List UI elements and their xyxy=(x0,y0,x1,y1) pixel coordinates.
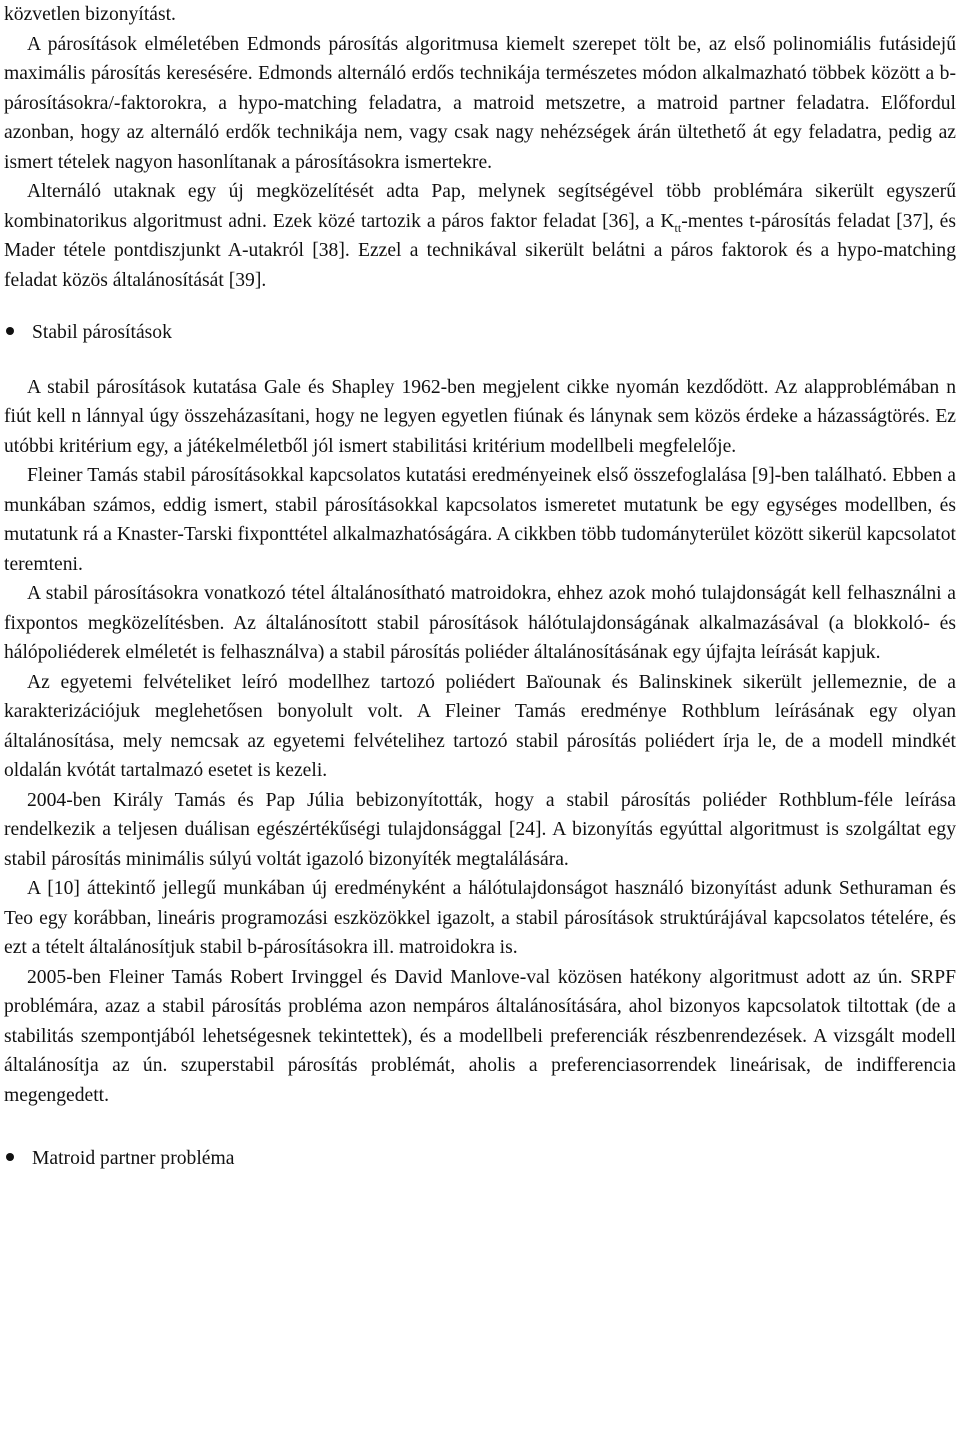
paragraph-edmonds: A párosítások elméletében Edmonds párosítás algoritmusa kiemelt szerepet tölt be, az első polinomiális futásidejű maximális párosítás keresésére. Edmonds alternáló erdős technikája természetes módon alkalmazható többek között a b-párosításokra/-faktorokra, a hypo-matching feladatra, a matroid metszetre, a matroid partner feladatra. Előfordul azonban, hogy az alternáló erdők technikája nem, vagy csak nagy nehézségek árán ültethető át egy feladatra, pedig az ismert tételek nagyon hasonlítanak a párosításokra ismertekre. xyxy=(4,33,956,173)
paragraph-stable-6: A [10] áttekintő jellegű munkában új eredményként a hálótulajdonságot használó bizonyítást adunk Sethuraman és Teo egy korábban, lineáris programozási eszközökkel igazolt, a stabil párosítások struktúrájával kapcsolatos tételére, és ezt a tételt általánosítjuk stabil b-párosításokra ill. matroidokra is. xyxy=(4,878,956,958)
paragraph-alternating-paths xyxy=(4,177,956,295)
section-heading-text: Stabil párosítások xyxy=(32,322,172,343)
section-heading-stable-matchings xyxy=(4,318,956,348)
paragraph-stable-3: A stabil párosításokra vonatkozó tétel általánosítható matroidokra, ehhez azok mohó tulajdonságát kell felhasználni a fixpontos megközelítésben. Az általánosított stabil párosítások hálótulajdonságának alkalmazásával (a blokkoló- és hálópoliéderek elméletét is felhasználva) a stabil párosítás poliéder általánosításának egy újfajta leírását kapjuk. xyxy=(4,583,956,663)
document-page xyxy=(4,0,956,1174)
section-heading-text: Matroid partner probléma xyxy=(32,1148,235,1169)
paragraph-continuation: közvetlen bizonyítást. xyxy=(4,4,176,25)
paragraph-stable-1: A stabil párosítások kutatása Gale és Shapley 1962-ben megjelent cikke nyomán kezdődött. Az alapproblémában n fiút kell n lánnyal úgy összeházasítani, hogy ne legyen egyetlen fiúnak és lánynak sem közös érdeke a házasságtörés. Ez utóbbi kritérium egy, a játékelméletből jól ismert stabilitási kritérium modellbeli megfelelője. xyxy=(4,376,956,457)
subscript-tt: tt xyxy=(674,220,682,235)
paragraph-alternating-paths-text-2: -mentes t-párosítás feladat [37], és Mader tétele pontdiszjunkt A-utakról [38]. Ezzel a technikával sikerült belátni a páros faktorok és a hypo-matching feladat közös általánosítását [39]. xyxy=(4,210,957,291)
paragraph-stable-4: Az egyetemi felvételiket leíró modellhez tartozó poliédert Baïounak és Balinskinek sikerült jellemeznie, de a karakterizációjuk meglehetősen bonyolult volt. A Fleiner Tamás eredménye Rothblum leírásának egy olyan általánosítása, mely nemcsak az egyetemi felvételihez tartozó stabil párosítás poliédert írja le, de a modell mindkét oldalán kvótát tartalmazó esetet is kezeli. xyxy=(4,671,956,781)
paragraph-alternating-paths-text-1: Alternáló utaknak egy új megközelítését adta Pap, melynek segítségével több problémára sikerült egyszerű kombinatorikus algoritmust adni. Ezek közé tartozik a páros faktor feladat [36], a K xyxy=(4,181,956,232)
paragraph-stable-7: 2005-ben Fleiner Tamás Robert Irvinggel és David Manlove-val közösen hatékony algoritmust adott az ún. SRPF problémára, azaz a stabil párosítás probléma azon nempáros általánosítására, ahol bizonyos kapcsolatok tiltottak (de a stabilitás szempontjából lehetségesnek tekintettek), és a modellbeli preferenciák részbenrendezések. A vizsgált modell általánosítja az ún. szuperstabil párosítás problémát, aholis a preferenciasorrendek lineárisak, de indifferencia megengedett. xyxy=(4,966,956,1106)
section-heading-matroid-partner xyxy=(4,1144,956,1174)
paragraph-stable-2: Fleiner Tamás stabil párosításokkal kapcsolatos kutatási eredményeinek első összefoglalása [9]-ben található. Ebben a munkában számos, eddig ismert, stabil párosításokkal kapcsolatos ismeretet mutatunk be egy egységes modellben, és mutatunk rá a Knaster-Tarski fixponttétel alkalmazhatóságára. A cikkben több tudományterület között sikerül kapcsolatot teremteni. xyxy=(4,465,956,575)
paragraph-stable-5: 2004-ben Király Tamás és Pap Júlia bebizonyították, hogy a stabil párosítás poliéder Rothblum-féle leírása rendelkezik a teljesen duálisan egészértékűségi tulajdonsággal [24]. A bizonyítás egyúttal algoritmust is szolgáltat egy stabil párosítás minimális súlyú voltát igazoló bizonyíték megtalálására. xyxy=(4,789,956,870)
